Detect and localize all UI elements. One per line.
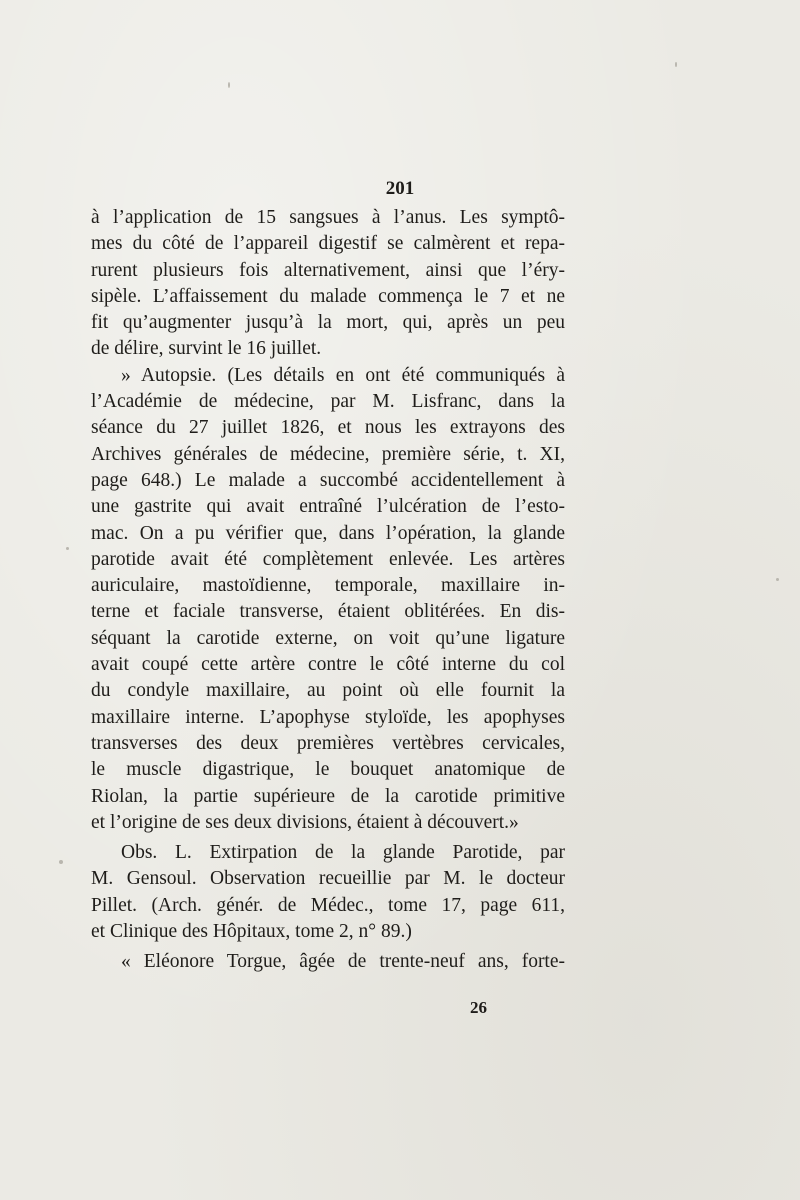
observation-heading-line: Obs. L. Extirpation de la glande Parotide, par [121, 842, 565, 864]
observation-heading-line: Pillet. (Arch. génér. de Médec., tome 17, page 611, [91, 894, 565, 916]
text-line: Archives générales de médecine, première série, t. XI, [91, 443, 565, 465]
text-line: fit qu’augmenter jusqu’à la mort, qui, après un peu [91, 312, 565, 334]
text-line: et l’origine de ses deux divisions, étaient à découvert.» [91, 811, 519, 833]
paper-speck [59, 860, 63, 864]
text-line: » Autopsie. (Les détails en ont été communiqués à [121, 364, 565, 386]
text-line: maxillaire interne. L’apophyse styloïde, les apophyses [91, 706, 565, 728]
text-line: auriculaire, mastoïdienne, temporale, maxillaire in- [91, 575, 565, 597]
paper-speck [776, 578, 779, 581]
text-line: Riolan, la partie supérieure de la carotide primitive [91, 785, 565, 807]
text-line: sipèle. L’affaissement du malade commença le 7 et ne [91, 285, 565, 307]
text-line: « Eléonore Torgue, âgée de trente-neuf ans, forte- [121, 951, 565, 973]
text-line: séance du 27 juillet 1826, et nous les extrayons des [91, 417, 565, 439]
text-line: mac. On a pu vérifier que, dans l’opération, la glande [91, 522, 565, 544]
text-line: à l’application de 15 sangsues à l’anus. Les symptô- [91, 207, 565, 228]
body-text [91, 205, 565, 976]
text-line: séquant la carotide externe, on voit qu’une ligature [91, 627, 565, 649]
text-line: page 648.) Le malade a succombé accidentellement à [91, 469, 565, 491]
text-line: le muscle digastrique, le bouquet anatomique de [91, 759, 565, 781]
paper-speck [66, 547, 69, 550]
text-line: transverses des deux premières vertèbres cervicales, [91, 732, 565, 754]
paper-speck [228, 82, 230, 88]
text-line: terne et faciale transverse, étaient oblitérées. En dis- [91, 601, 565, 623]
text-line: une gastrite qui avait entraîné l’ulcération de l’esto- [91, 496, 565, 518]
observation-heading-line: et Clinique des Hôpitaux, tome 2, n° 89.) [91, 921, 412, 943]
text-line: l’Académie de médecine, par M. Lisfranc, dans la [91, 391, 565, 413]
page-number: 201 [385, 178, 415, 199]
signature-mark: 26 [470, 998, 487, 1017]
text-line: avait coupé cette artère contre le côté interne du col [91, 654, 565, 676]
text-line: du condyle maxillaire, au point où elle fournit la [91, 680, 565, 702]
text-line: rurent plusieurs fois alternativement, ainsi que l’éry- [91, 259, 565, 281]
paper-speck [675, 62, 677, 67]
observation-heading-line: M. Gensoul. Observation recueillie par M. le docteur [91, 868, 565, 890]
text-line: mes du côté de l’appareil digestif se calmèrent et repa- [91, 233, 565, 255]
text-line: parotide avait été complètement enlevée. Les artères [91, 548, 565, 570]
text-line: de délire, survint le 16 juillet. [91, 338, 322, 360]
